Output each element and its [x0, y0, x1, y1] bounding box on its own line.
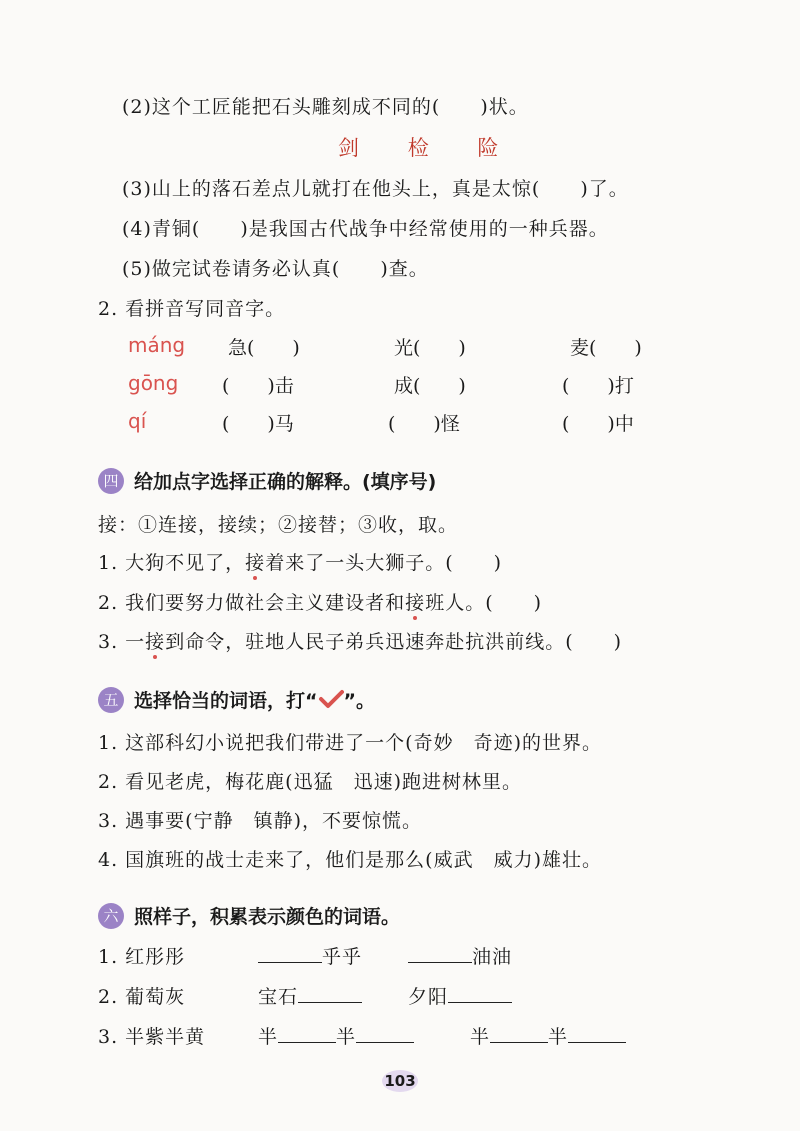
homophone-cell[interactable]: ( )马 — [222, 413, 294, 435]
section-6-header — [98, 902, 400, 929]
s6-row-3-fill: 半 半 — [258, 1022, 414, 1049]
question-3: (3)山上的落石差点儿就打在他头上，真是太惊( )了。 — [122, 178, 629, 200]
section-title: 照样子，积累表示颜色的词语。 — [134, 906, 401, 928]
answer-blank[interactable] — [298, 984, 362, 1003]
pinyin-qi: qí — [128, 409, 147, 433]
homophone-cell[interactable]: 麦( ) — [570, 337, 642, 359]
dotted-char: 接 — [245, 552, 266, 574]
s6-row-1-fill: 乎乎 — [258, 942, 362, 969]
section-badge: 五 — [98, 687, 124, 713]
s6-row-3-fill: 半 半 — [470, 1022, 626, 1049]
question-2: (2)这个工匠能把石头雕刻成不同的( )状。 — [122, 96, 529, 118]
section-title: 给加点字选择正确的解释。(填序号) — [134, 471, 437, 493]
s6-row-1-label: 1. 红彤彤 — [98, 946, 186, 968]
dotted-char: 接 — [145, 631, 166, 653]
s4-question-2: 2. 我们要努力做社会主义建设者和接班人。( ) — [98, 592, 543, 614]
s4-question-1: 1. 大狗不见了，接着来了一头大狮子。( ) — [98, 552, 503, 574]
s4-question-3: 3. 一接到命令，驻地人民子弟兵迅速奔赴抗洪前线。( ) — [98, 631, 623, 653]
answer-blank[interactable] — [448, 984, 512, 1003]
section-badge: 四 — [98, 468, 124, 494]
section-5-header — [98, 686, 375, 713]
homophone-cell[interactable]: ( )打 — [562, 375, 634, 397]
word-choice-set — [338, 132, 538, 162]
s6-row-3-label: 3. 半紫半黄 — [98, 1026, 206, 1048]
word-choice: 检 — [407, 136, 431, 160]
word-choice: 剑 — [338, 136, 361, 160]
answer-blank[interactable] — [258, 944, 322, 963]
homophone-cell[interactable]: 急( ) — [228, 337, 300, 359]
s6-row-2-fill: 宝石 — [258, 982, 362, 1009]
s6-row-1-fill: 油油 — [408, 942, 512, 969]
checkmark-icon — [318, 689, 344, 709]
s6-row-2-label: 2. 葡萄灰 — [98, 986, 186, 1008]
question-5: (5)做完试卷请务必认真( )查。 — [122, 258, 429, 280]
homophone-cell[interactable]: 成( ) — [394, 375, 466, 397]
section-4-header — [98, 467, 436, 494]
part2-title: 2. 看拼音写同音字。 — [98, 298, 286, 320]
s5-item-1: 1. 这部科幻小说把我们带进了一个(奇妙 奇迹)的世界。 — [98, 732, 602, 754]
section-badge: 六 — [98, 903, 124, 929]
homophone-cell[interactable]: ( )怪 — [388, 413, 460, 435]
s6-row-2-fill: 夕阳 — [408, 982, 512, 1009]
word-choice: 险 — [477, 136, 501, 160]
s5-item-2: 2. 看见老虎，梅花鹿(迅猛 迅速)跑进树林里。 — [98, 771, 522, 793]
s5-item-4: 4. 国旗班的战士走来了，他们是那么(威武 威力)雄壮。 — [98, 849, 602, 871]
definition-line: 接：①连接，接续；②接替；③收，取。 — [98, 514, 459, 536]
answer-blank[interactable] — [408, 944, 472, 963]
homophone-cell[interactable]: ( )击 — [222, 375, 294, 397]
answer-blank[interactable] — [568, 1024, 626, 1043]
question-4: (4)青铜( )是我国古代战争中经常使用的一种兵器。 — [122, 218, 609, 240]
answer-blank[interactable] — [278, 1024, 336, 1043]
dotted-char: 接 — [405, 592, 426, 614]
answer-blank[interactable] — [490, 1024, 548, 1043]
homophone-cell[interactable]: 光( ) — [394, 337, 466, 359]
pinyin-gong: gōng — [128, 371, 179, 395]
page-number: 103 — [378, 1068, 422, 1094]
pinyin-mang: máng — [128, 333, 186, 357]
s5-item-3: 3. 遇事要(宁静 镇静)，不要惊慌。 — [98, 810, 422, 832]
homophone-cell[interactable]: ( )中 — [562, 413, 634, 435]
section-title: 选择恰当的词语，打“ ”。 — [134, 690, 375, 712]
answer-blank[interactable] — [356, 1024, 414, 1043]
